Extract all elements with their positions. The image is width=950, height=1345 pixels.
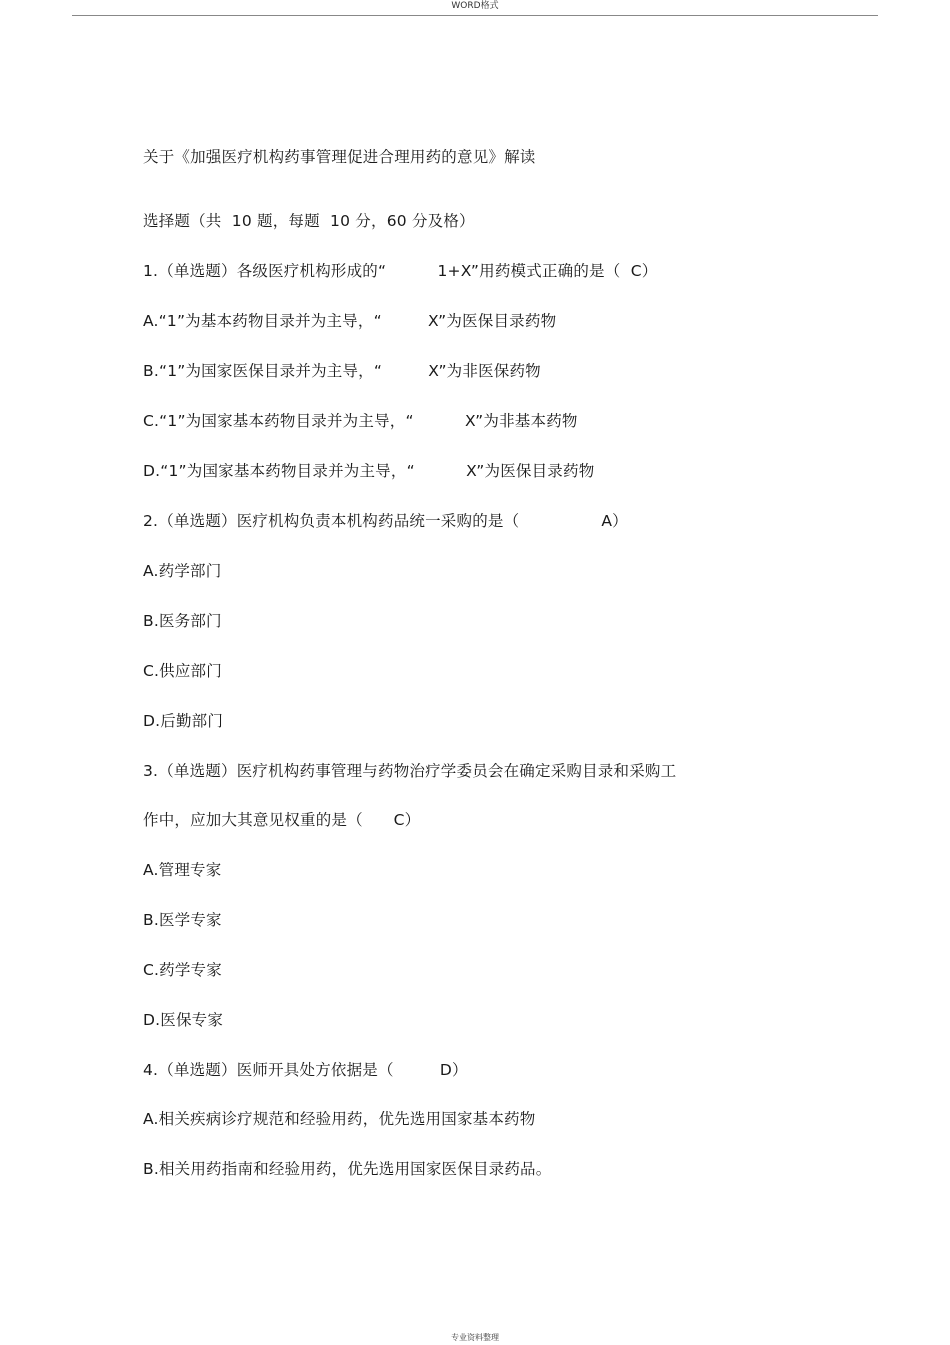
question-2-option-a: A.药学部门 <box>143 562 222 580</box>
question-3-option-c: C.药学专家 <box>143 961 222 979</box>
question-3: 3.（单选题）医疗机构药事管理与药物治疗学委员会在确定采购目录和采购工 <box>143 762 677 780</box>
question-1: 1.（单选题）各级医疗机构形成的“ 1+X”用药模式正确的是（ C） <box>143 262 658 280</box>
question-1-option-d: D.“1”为国家基本药物目录并为主导，“ X”为医保目录药物 <box>143 462 595 480</box>
page-header: WORD格式 <box>451 1 499 11</box>
question-3-option-d: D.医保专家 <box>143 1011 224 1029</box>
header-rule <box>72 15 878 16</box>
question-3-option-b: B.医学专家 <box>143 911 222 929</box>
document-title: 关于《加强医疗机构药事管理促进合理用药的意见》解读 <box>143 148 536 166</box>
question-3-continued: 作中，应加大其意见权重的是（ C） <box>143 811 421 829</box>
question-2: 2.（单选题）医疗机构负责本机构药品统一采购的是（ A） <box>143 512 628 530</box>
question-4: 4.（单选题）医师开具处方依据是（ D） <box>143 1061 468 1079</box>
question-1-option-b: B.“1”为国家医保目录并为主导，“ X”为非医保药物 <box>143 362 541 380</box>
question-2-option-b: B.医务部门 <box>143 612 222 630</box>
quiz-intro: 选择题（共 10 题，每题 10 分，60 分及格） <box>143 212 475 230</box>
question-4-option-a: A.相关疾病诊疗规范和经验用药，优先选用国家基本药物 <box>143 1110 536 1128</box>
question-2-option-c: C.供应部门 <box>143 662 222 680</box>
question-4-option-b: B.相关用药指南和经验用药，优先选用国家医保目录药品。 <box>143 1160 552 1178</box>
question-2-option-d: D.后勤部门 <box>143 712 224 730</box>
page-footer: 专业资料整理 <box>451 1333 499 1342</box>
question-1-option-c: C.“1”为国家基本药物目录并为主导，“ X”为非基本药物 <box>143 412 578 430</box>
question-1-option-a: A.“1”为基本药物目录并为主导，“ X”为医保目录药物 <box>143 312 557 330</box>
question-3-option-a: A.管理专家 <box>143 861 222 879</box>
